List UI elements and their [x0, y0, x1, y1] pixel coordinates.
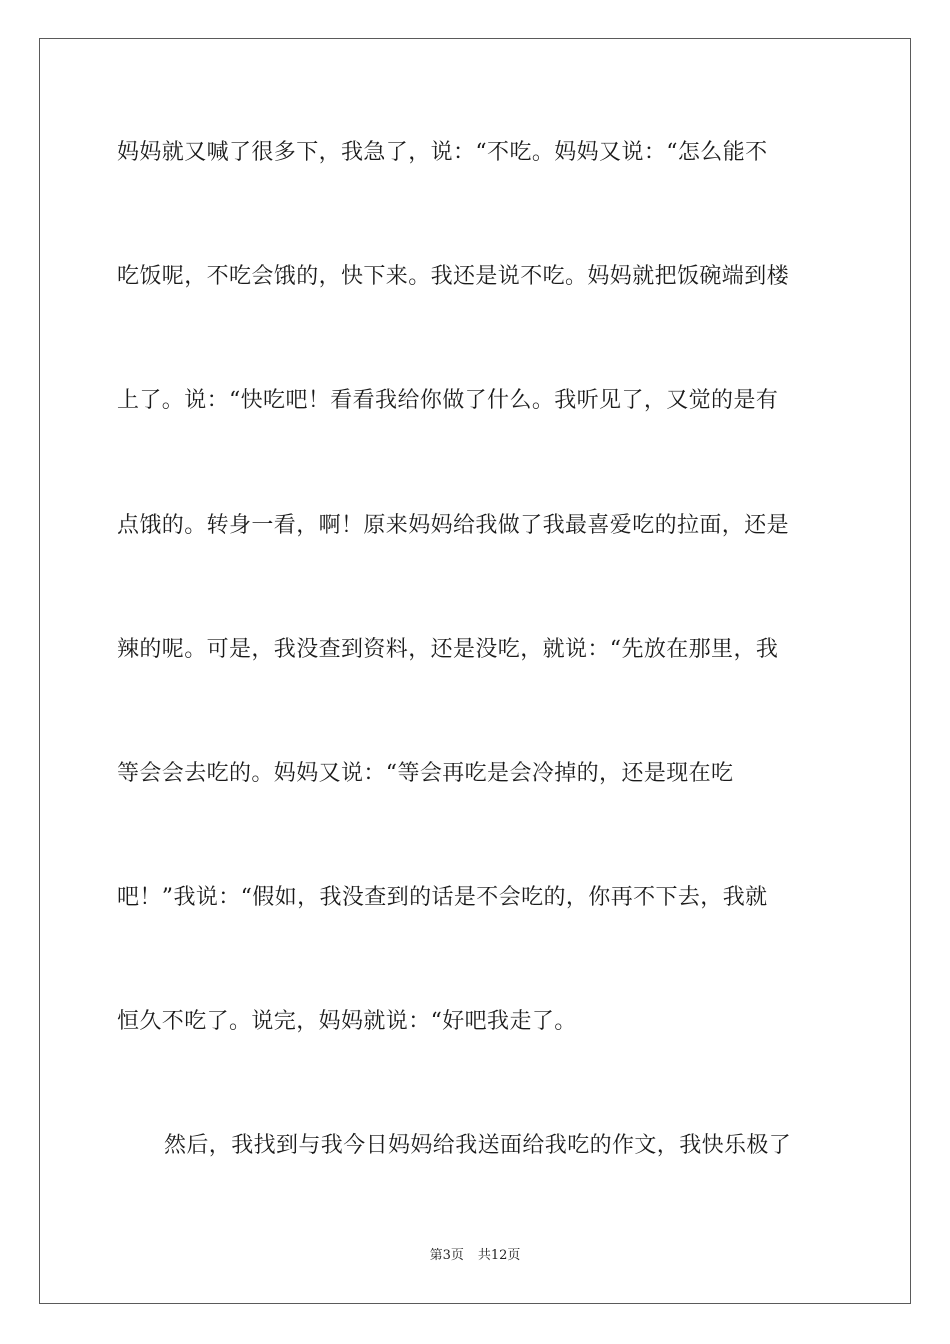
text-line-9-paragraph-start: 然后，我找到与我今日妈妈给我送面给我吃的作文，我快乐极了	[164, 1133, 792, 1158]
text-line-7: 吧！”我说：“假如，我没查到的话是不会吃的，你再不下去，我就	[117, 885, 768, 910]
text-line-6: 等会会去吃的。妈妈又说：“等会再吃是会冷掉的，还是现在吃	[117, 761, 734, 786]
page-number-current: 第3页	[429, 1248, 464, 1263]
text-line-1: 妈妈就又喊了很多下，我急了，说：“不吃。妈妈又说：“怎么能不	[117, 140, 768, 165]
page-footer	[0, 1247, 950, 1265]
text-line-2: 吃饭呢，不吃会饿的，快下来。我还是说不吃。妈妈就把饭碗端到楼	[117, 264, 790, 289]
text-line-4: 点饿的。转身一看，啊！原来妈妈给我做了我最喜爱吃的拉面，还是	[117, 513, 790, 538]
text-line-3: 上了。说：“快吃吧！看看我给你做了什么。我听见了，又觉的是有	[117, 388, 779, 413]
text-line-8: 恒久不吃了。说完，妈妈就说：“好吧我走了。	[117, 1009, 577, 1034]
page-number-total: 共12页	[477, 1248, 521, 1263]
page-border	[39, 38, 911, 1304]
text-line-5: 辣的呢。可是，我没查到资料，还是没吃，就说：“先放在那里，我	[117, 637, 779, 662]
